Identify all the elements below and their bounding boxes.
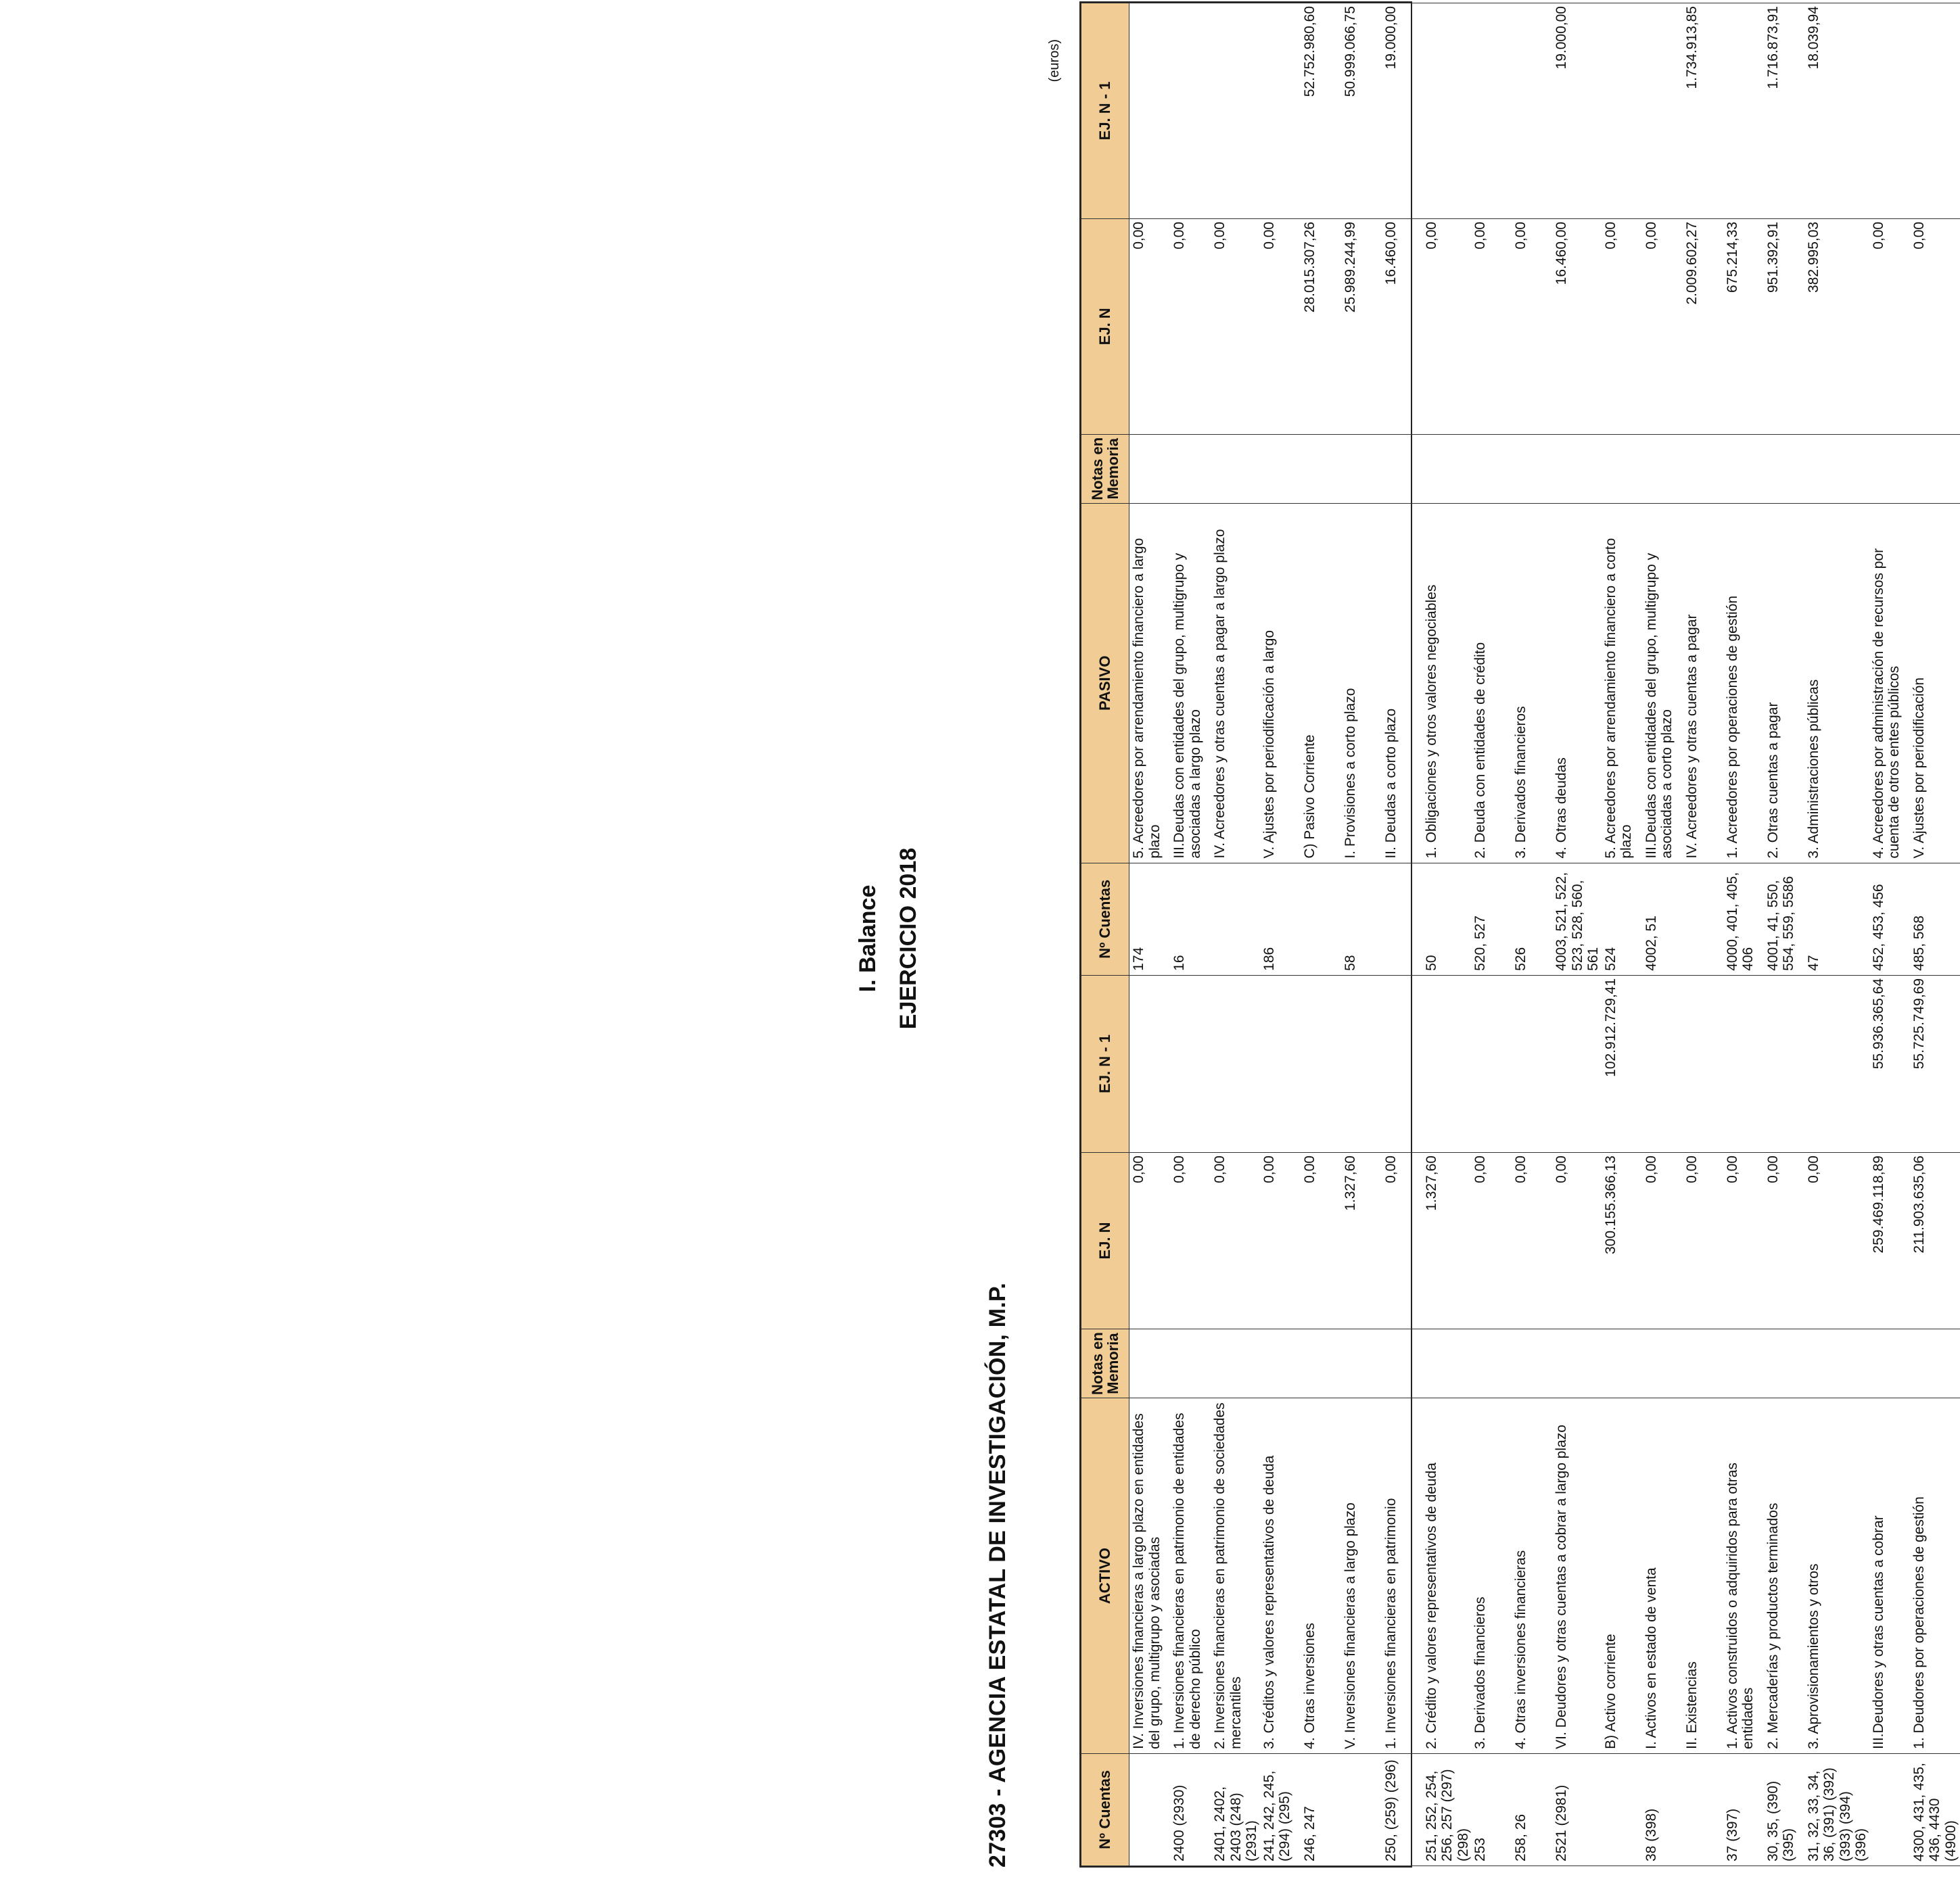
pasivo-notas-cell <box>1683 434 1723 503</box>
pasivo-ej-n-cell: 0,00 <box>1170 218 1211 434</box>
pasivo-ej-n1-cell <box>1170 3 1211 219</box>
pasivo-label-cell: V. Ajustes por periodificación <box>1910 503 1959 863</box>
table-row <box>1422 3 1472 1866</box>
pasivo-cuentas-cell: 174 <box>1129 863 1171 975</box>
activo-label-cell: III.Deudores y otras cuentas a cobrar <box>1869 1398 1910 1754</box>
activo-ej-n1-cell <box>1129 975 1171 1152</box>
pasivo-label-cell: 3. Administraciones públicas <box>1804 503 1869 863</box>
pasivo-ej-n1-cell <box>1869 3 1910 219</box>
activo-cuentas-cell <box>1341 1753 1382 1866</box>
activo-label-cell: II. Existencias <box>1683 1398 1723 1754</box>
pasivo-cuentas-cell: 4002, 51 <box>1642 863 1683 975</box>
pasivo-cuentas-cell <box>1683 863 1723 975</box>
pasivo-label-cell: V. Ajustes por periodificación a largo <box>1260 503 1301 863</box>
activo-label-cell: IV. Inversiones financieras a largo plazo en entidades del grupo, multigrupo y asociadas <box>1129 1398 1171 1754</box>
pasivo-notas-cell <box>1170 434 1211 503</box>
pasivo-cuentas-cell <box>1382 863 1422 975</box>
activo-ej-n-cell: 0,00 <box>1683 1153 1723 1329</box>
activo-notas-cell <box>1382 1329 1422 1398</box>
table-row <box>1602 3 1642 1866</box>
activo-ej-n-cell: 0,00 <box>1723 1153 1764 1329</box>
pasivo-notas-cell <box>1723 434 1764 503</box>
pasivo-cuentas-cell: 58 <box>1341 863 1382 975</box>
pasivo-ej-n1-cell <box>1910 3 1959 219</box>
activo-cuentas-cell: 38 (398) <box>1642 1753 1683 1866</box>
activo-cuentas-cell <box>1602 1753 1642 1866</box>
pasivo-ej-n1-cell <box>1129 3 1171 219</box>
activo-ej-n-cell: 0,00 <box>1512 1153 1552 1329</box>
table-row <box>1804 3 1869 1866</box>
pasivo-ej-n-cell: 0,00 <box>1260 218 1301 434</box>
activo-ej-n1-cell <box>1642 975 1683 1152</box>
table-row <box>1764 3 1804 1866</box>
pasivo-cuentas-cell: 526 <box>1512 863 1552 975</box>
pasivo-notas-cell <box>1602 434 1642 503</box>
activo-label-cell: 1. Deudores por operaciones de gestión <box>1910 1398 1959 1754</box>
activo-ej-n-cell: 0,00 <box>1382 1153 1422 1329</box>
activo-label-cell: VI. Deudores y otras cuentas a cobrar a largo plazo <box>1552 1398 1602 1754</box>
activo-label-cell: 1. Activos construidos o adquiridos para otras entidades <box>1723 1398 1764 1754</box>
pasivo-notas-cell <box>1512 434 1552 503</box>
activo-notas-cell <box>1422 1329 1472 1398</box>
activo-label-cell: 2. Mercaderías y productos terminados <box>1764 1398 1804 1754</box>
activo-ej-n1-cell <box>1512 975 1552 1152</box>
activo-label-cell: 1. Inversiones financieras en patrimonio de entidades de derecho público <box>1170 1398 1211 1754</box>
pasivo-label-cell: III.Deudas con entidades del grupo, multigrupo y asociadas a corto plazo <box>1642 503 1683 863</box>
pasivo-notas-cell <box>1260 434 1301 503</box>
table-row <box>1910 3 1959 1866</box>
activo-notas-cell <box>1260 1329 1301 1398</box>
pasivo-ej-n-cell: 0,00 <box>1602 218 1642 434</box>
pasivo-notas-cell <box>1804 434 1869 503</box>
activo-ej-n1-cell <box>1422 975 1472 1152</box>
pasivo-label-cell: 2. Deuda con entidades de crédito <box>1471 503 1512 863</box>
table-row <box>1341 3 1382 1866</box>
header-row <box>1081 3 1129 1866</box>
pasivo-cuentas-cell: 485, 568 <box>1910 863 1959 975</box>
col-header-notas-pasivo: Notas en Memoria <box>1081 434 1129 503</box>
activo-label-cell: 2. Inversiones financieras en patrimonio de sociedades mercantiles <box>1211 1398 1260 1754</box>
table-row <box>1260 3 1301 1866</box>
pasivo-ej-n-cell: 0,00 <box>1642 218 1683 434</box>
pasivo-notas-cell <box>1382 434 1422 503</box>
col-header-ej-n-pasivo: EJ. N <box>1081 218 1129 434</box>
pasivo-ej-n1-cell: 19.000,00 <box>1552 3 1602 219</box>
pasivo-label-cell: IV. Acreedores y otras cuentas a pagar <box>1683 503 1723 863</box>
pasivo-cuentas-cell: 4001, 41, 550, 554, 559, 5586 <box>1764 863 1804 975</box>
activo-ej-n-cell: 0,00 <box>1471 1153 1512 1329</box>
pasivo-cuentas-cell: 4003, 521, 522, 523, 528, 560, 561 <box>1552 863 1602 975</box>
activo-notas-cell <box>1764 1329 1804 1398</box>
table-row <box>1869 3 1910 1866</box>
col-header-cuentas-pasivo: Nº Cuentas <box>1081 863 1129 975</box>
table-row <box>1552 3 1602 1866</box>
pasivo-label-cell: C) Pasivo Corriente <box>1301 503 1341 863</box>
pasivo-cuentas-cell: 452, 453, 456 <box>1869 863 1910 975</box>
activo-ej-n1-cell: 102.912.729,41 <box>1602 975 1642 1152</box>
pasivo-ej-n-cell: 2.009.602,27 <box>1683 218 1723 434</box>
table-row <box>1211 3 1260 1866</box>
section-title: I. Balance <box>855 884 881 993</box>
col-header-notas: Notas en Memoria <box>1081 1329 1129 1398</box>
pasivo-cuentas-cell: 520, 527 <box>1471 863 1512 975</box>
table-row <box>1512 3 1552 1866</box>
pasivo-label-cell: 1. Obligaciones y otros valores negociables <box>1422 503 1472 863</box>
activo-ej-n-cell: 211.903.635,06 <box>1910 1153 1959 1329</box>
activo-label-cell: V. Inversiones financieras a largo plazo <box>1341 1398 1382 1754</box>
activo-label-cell: 4. Otras inversiones <box>1301 1398 1341 1754</box>
activo-ej-n-cell: 0,00 <box>1804 1153 1869 1329</box>
activo-notas-cell <box>1723 1329 1764 1398</box>
pasivo-ej-n1-cell <box>1512 3 1552 219</box>
pasivo-cuentas-cell <box>1301 863 1341 975</box>
activo-notas-cell <box>1170 1329 1211 1398</box>
pasivo-ej-n-cell: 0,00 <box>1471 218 1512 434</box>
pasivo-ej-n1-cell <box>1471 3 1512 219</box>
activo-ej-n1-cell <box>1382 975 1422 1152</box>
table-row <box>1723 3 1764 1866</box>
pasivo-notas-cell <box>1910 434 1959 503</box>
activo-notas-cell <box>1471 1329 1512 1398</box>
activo-cuentas-cell: 2521 (2981) <box>1552 1753 1602 1866</box>
pasivo-notas-cell <box>1301 434 1341 503</box>
activo-notas-cell <box>1552 1329 1602 1398</box>
pasivo-label-cell: II. Deudas a corto plazo <box>1382 503 1422 863</box>
activo-ej-n-cell: 259.469.118,89 <box>1869 1153 1910 1329</box>
activo-notas-cell <box>1301 1329 1341 1398</box>
pasivo-label-cell: III.Deudas con entidades del grupo, multigrupo y asociadas a largo plazo <box>1170 503 1211 863</box>
activo-ej-n-cell: 0,00 <box>1129 1153 1171 1329</box>
activo-ej-n-cell: 1.327,60 <box>1422 1153 1472 1329</box>
activo-ej-n1-cell <box>1471 975 1512 1152</box>
activo-ej-n-cell: 1.327,60 <box>1341 1153 1382 1329</box>
balance-table <box>1079 1 1959 1868</box>
activo-ej-n-cell: 0,00 <box>1211 1153 1260 1329</box>
activo-label-cell: B) Activo corriente <box>1602 1398 1642 1754</box>
activo-notas-cell <box>1683 1329 1723 1398</box>
pasivo-ej-n-cell: 0,00 <box>1129 218 1171 434</box>
pasivo-notas-cell <box>1552 434 1602 503</box>
pasivo-ej-n1-cell <box>1723 3 1764 219</box>
activo-cuentas-cell: 253 <box>1471 1753 1512 1866</box>
activo-notas-cell <box>1804 1329 1869 1398</box>
activo-cuentas-cell: 258, 26 <box>1512 1753 1552 1866</box>
pasivo-ej-n1-cell: 50.999.066,75 <box>1341 3 1382 219</box>
pasivo-label-cell: I. Provisiones a corto plazo <box>1341 503 1382 863</box>
activo-label-cell: 3. Créditos y valores representativos de deuda <box>1260 1398 1301 1754</box>
activo-ej-n1-cell <box>1764 975 1804 1152</box>
pasivo-ej-n1-cell <box>1602 3 1642 219</box>
activo-ej-n1-cell <box>1804 975 1869 1152</box>
pasivo-label-cell: 4. Acreedores por administración de recursos por cuenta de otros entes públicos <box>1869 503 1910 863</box>
activo-cuentas-cell: 31, 32, 33, 34, 36, (391) (392) (393) (394) (396) <box>1804 1753 1869 1866</box>
activo-notas-cell <box>1869 1329 1910 1398</box>
activo-notas-cell <box>1910 1329 1959 1398</box>
entity-name: 27303 - AGENCIA ESTATAL DE INVESTIGACIÓN, M.P. <box>985 1282 1010 1868</box>
activo-cuentas-cell: 30, 35, (390) (395) <box>1764 1753 1804 1866</box>
pasivo-label-cell: IV. Acreedores y otras cuentas a pagar a largo plazo <box>1211 503 1260 863</box>
pasivo-label-cell: 1. Acreedores por operaciones de gestión <box>1723 503 1764 863</box>
col-header-cuentas: Nº Cuentas <box>1081 1753 1129 1866</box>
pasivo-notas-cell <box>1129 434 1171 503</box>
activo-ej-n1-cell <box>1723 975 1764 1152</box>
pasivo-ej-n-cell: 951.392,91 <box>1764 218 1804 434</box>
activo-ej-n1-cell: 55.725.749,69 <box>1910 975 1959 1152</box>
pasivo-notas-cell <box>1341 434 1382 503</box>
pasivo-cuentas-cell: 186 <box>1260 863 1301 975</box>
activo-cuentas-cell <box>1129 1753 1171 1866</box>
pasivo-notas-cell <box>1422 434 1472 503</box>
activo-label-cell: 1. Inversiones financieras en patrimonio <box>1382 1398 1422 1754</box>
activo-ej-n1-cell <box>1341 975 1382 1152</box>
activo-notas-cell <box>1341 1329 1382 1398</box>
activo-ej-n1-cell <box>1301 975 1341 1152</box>
pasivo-label-cell: 5. Acreedores por arrendamiento financiero a corto plazo <box>1602 503 1642 863</box>
activo-label-cell: 2. Crédito y valores representativos de deuda <box>1422 1398 1472 1754</box>
pasivo-ej-n-cell: 0,00 <box>1512 218 1552 434</box>
table-row <box>1382 3 1422 1866</box>
activo-ej-n-cell: 0,00 <box>1260 1153 1301 1329</box>
activo-ej-n1-cell <box>1260 975 1301 1152</box>
table-row <box>1683 3 1723 1866</box>
activo-cuentas-cell <box>1683 1753 1723 1866</box>
activo-cuentas-cell: 246, 247 <box>1301 1753 1341 1866</box>
pasivo-ej-n-cell: 0,00 <box>1211 218 1260 434</box>
activo-label-cell: 3. Aprovisionamientos y otros <box>1804 1398 1869 1754</box>
pasivo-label-cell: 2. Otras cuentas a pagar <box>1764 503 1804 863</box>
pasivo-ej-n-cell: 0,00 <box>1910 218 1959 434</box>
activo-ej-n-cell: 0,00 <box>1552 1153 1602 1329</box>
pasivo-ej-n1-cell: 52.752.980,60 <box>1301 3 1341 219</box>
pasivo-ej-n-cell: 25.989.244,99 <box>1341 218 1382 434</box>
activo-cuentas-cell: 2400 (2930) <box>1170 1753 1211 1866</box>
activo-ej-n-cell: 0,00 <box>1642 1153 1683 1329</box>
pasivo-ej-n-cell: 16.460,00 <box>1552 218 1602 434</box>
pasivo-ej-n1-cell: 18.039,94 <box>1804 3 1869 219</box>
activo-ej-n1-cell <box>1211 975 1260 1152</box>
table-row <box>1471 3 1512 1866</box>
activo-ej-n1-cell <box>1552 975 1602 1152</box>
pasivo-ej-n-cell: 0,00 <box>1869 218 1910 434</box>
pasivo-cuentas-cell <box>1211 863 1260 975</box>
activo-cuentas-cell: 251, 252, 254, 256, 257 (297) (298) <box>1422 1753 1472 1866</box>
pasivo-ej-n1-cell <box>1642 3 1683 219</box>
table-row <box>1642 3 1683 1866</box>
table-row <box>1170 3 1211 1866</box>
pasivo-notas-cell <box>1211 434 1260 503</box>
col-header-activo: ACTIVO <box>1081 1398 1129 1754</box>
pasivo-notas-cell <box>1764 434 1804 503</box>
activo-cuentas-cell: 4300, 431, 435, 436, 4430 (4900) <box>1910 1753 1959 1866</box>
exercise-title: EJERCICIO 2018 <box>895 847 921 1030</box>
pasivo-cuentas-cell: 50 <box>1422 863 1472 975</box>
table-row <box>1301 3 1341 1866</box>
activo-cuentas-cell <box>1869 1753 1910 1866</box>
activo-ej-n1-cell <box>1170 975 1211 1152</box>
activo-notas-cell <box>1129 1329 1171 1398</box>
pasivo-ej-n1-cell: 1.734.913,85 <box>1683 3 1723 219</box>
pasivo-ej-n1-cell: 19.000,00 <box>1382 3 1422 219</box>
activo-notas-cell <box>1512 1329 1552 1398</box>
activo-ej-n1-cell: 55.936.365,64 <box>1869 975 1910 1152</box>
pasivo-notas-cell <box>1642 434 1683 503</box>
pasivo-ej-n-cell: 16.460,00 <box>1382 218 1422 434</box>
activo-ej-n-cell: 0,00 <box>1170 1153 1211 1329</box>
pasivo-notas-cell <box>1869 434 1910 503</box>
pasivo-ej-n-cell: 382.995,03 <box>1804 218 1869 434</box>
pasivo-ej-n1-cell <box>1422 3 1472 219</box>
col-header-ej-n1-pasivo: EJ. N - 1 <box>1081 3 1129 219</box>
activo-ej-n-cell: 0,00 <box>1764 1153 1804 1329</box>
activo-ej-n-cell: 0,00 <box>1301 1153 1341 1329</box>
activo-ej-n-cell: 300.155.366,13 <box>1602 1153 1642 1329</box>
activo-notas-cell <box>1642 1329 1683 1398</box>
pasivo-label-cell: 5. Acreedores por arrendamiento financiero a largo plazo <box>1129 503 1171 863</box>
activo-label-cell: I. Activos en estado de venta <box>1642 1398 1683 1754</box>
col-header-ej-n1: EJ. N - 1 <box>1081 975 1129 1152</box>
activo-label-cell: 4. Otras inversiones financieras <box>1512 1398 1552 1754</box>
pasivo-ej-n-cell: 28.015.307,26 <box>1301 218 1341 434</box>
activo-cuentas-cell: 241, 242, 245, (294) (295) <box>1260 1753 1301 1866</box>
activo-cuentas-cell: 250, (259) (296) <box>1382 1753 1422 1866</box>
activo-cuentas-cell: 37 (397) <box>1723 1753 1764 1866</box>
activo-notas-cell <box>1602 1329 1642 1398</box>
pasivo-cuentas-cell: 524 <box>1602 863 1642 975</box>
pasivo-cuentas-cell: 4000, 401, 405, 406 <box>1723 863 1764 975</box>
pasivo-cuentas-cell: 16 <box>1170 863 1211 975</box>
col-header-ej-n: EJ. N <box>1081 1153 1129 1329</box>
activo-ej-n1-cell <box>1683 975 1723 1152</box>
pasivo-ej-n1-cell: 1.716.873,91 <box>1764 3 1804 219</box>
activo-cuentas-cell: 2401, 2402, 2403 (248) (2931) <box>1211 1753 1260 1866</box>
table-body <box>1129 3 1960 1866</box>
units-label: (euros) <box>1047 39 1062 82</box>
pasivo-ej-n1-cell <box>1260 3 1301 219</box>
pasivo-notas-cell <box>1471 434 1512 503</box>
pasivo-label-cell: 3. Derivados financieros <box>1512 503 1552 863</box>
pasivo-ej-n-cell: 675.214,33 <box>1723 218 1764 434</box>
col-header-pasivo: PASIVO <box>1081 503 1129 863</box>
activo-label-cell: 3. Derivados financieros <box>1471 1398 1512 1754</box>
table-row <box>1129 3 1171 1866</box>
pasivo-ej-n1-cell <box>1211 3 1260 219</box>
pasivo-label-cell: 4. Otras deudas <box>1552 503 1602 863</box>
pasivo-cuentas-cell: 47 <box>1804 863 1869 975</box>
pasivo-ej-n-cell: 0,00 <box>1422 218 1472 434</box>
activo-notas-cell <box>1211 1329 1260 1398</box>
